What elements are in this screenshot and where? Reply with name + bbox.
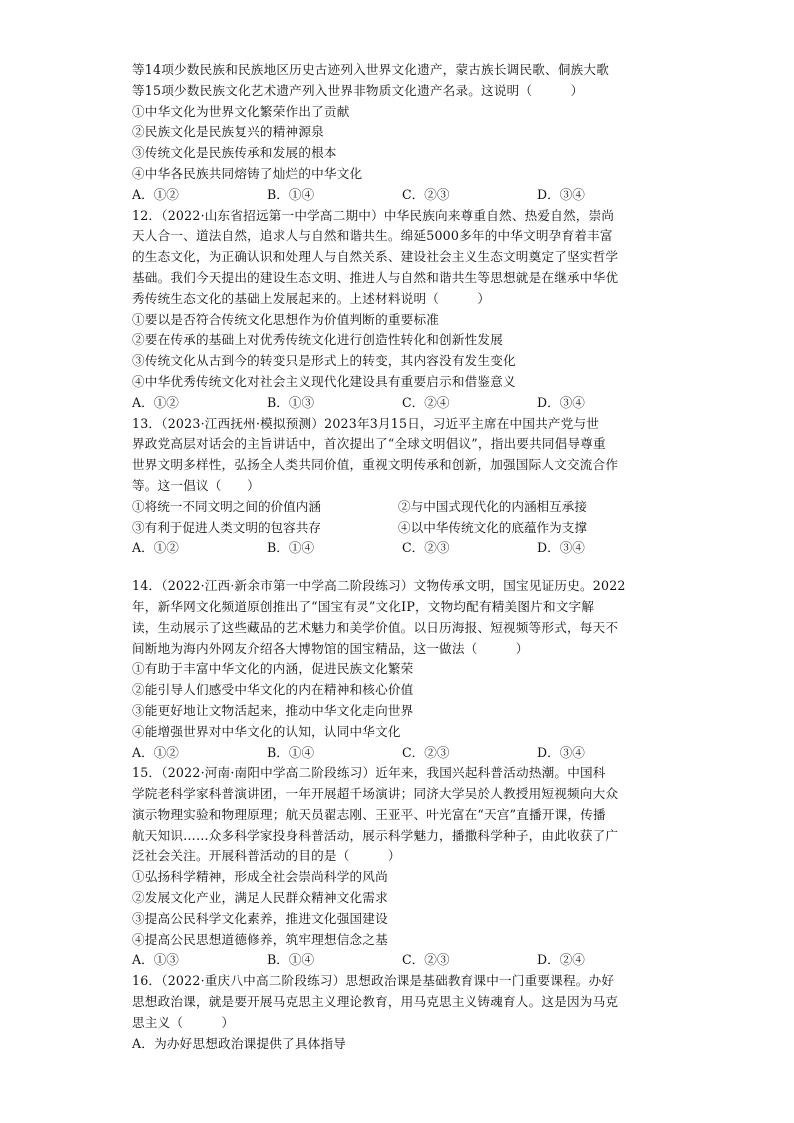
option-c: C．②③	[402, 952, 450, 968]
stem-line: 界政党高层对话会的主旨讲话中，首次提出了“全球文明倡议”，指出要共同倡导尊重	[132, 436, 606, 452]
statement: ①弘扬科学精神，形成全社会崇尚科学的风尚	[132, 869, 388, 885]
option-a: A．为办好思想政治课提供了具体指导	[132, 1035, 346, 1051]
stem-line: 等15项少数民族文化艺术遗产列入世界非物质文化遗产名录。这说明（ ）	[132, 82, 584, 98]
stem-line: 学院老科学家科普演讲团，一年开展超千场演讲；同济大学吴於人教授用短视频向大众	[132, 786, 619, 802]
answer-options	[132, 538, 672, 559]
stem-line: 等。这一倡议（ ）	[132, 477, 260, 493]
question-15	[132, 763, 672, 971]
statement: ④提高公民思想道德修养，筑牢理想信念之基	[132, 931, 388, 947]
spacer	[132, 559, 672, 576]
stem-line: 12．（2022·山东省招远第一中学高二期中）中华民族向来尊重自然、热爱自然，崇尚	[132, 207, 615, 223]
statement: ③提高公民科学文化素养，推进文化强国建设	[132, 910, 388, 926]
statement: ①中华文化为世界文化繁荣作出了贡献	[132, 103, 350, 119]
stem-line: 的生态文化，为正确认识和处理人与自然关系、建设社会主义生态文明奠定了坚实哲学	[132, 249, 619, 265]
statement: ④中华各民族共同熔铸了灿烂的中华文化	[132, 165, 363, 181]
stem-line: 16．（2022·重庆八中高二阶段练习）思想政治课是基础教育课中一门重要课程。办好	[132, 973, 615, 989]
stem-line: 基础。我们今天提出的建设生态文明、推进人与自然和谐共生等思想就是在继承中华优	[132, 269, 619, 285]
statement: ②与中国式现代化的内涵相互承接	[398, 498, 587, 514]
statement: ④中华优秀传统文化对社会主义现代化建设具有重要启示和借鉴意义	[132, 373, 516, 389]
answer-options	[132, 393, 672, 414]
question-13	[132, 414, 672, 560]
option-b: B．①③	[267, 394, 315, 410]
option-b: B．①④	[267, 952, 315, 968]
stem-line: 15．（2022·河南·南阳中学高二阶段练习）近年来，我国兴起科普活动热潮。中国科	[132, 765, 606, 781]
answer-options	[132, 185, 672, 206]
option-d: D．③④	[537, 744, 585, 760]
question-sheet	[132, 60, 672, 1054]
option-c: C．②③	[402, 744, 450, 760]
statement: ④能增强世界对中华文化的认知，认同中华文化	[132, 723, 401, 739]
question-16	[132, 971, 672, 1054]
question-11	[132, 60, 672, 206]
stem-line: 世界文明多样性，弘扬全人类共同价值，重视文明传承和创新，加强国际人文交流合作	[132, 457, 619, 473]
stem-line: 读，生动展示了这些藏品的艺术魅力和美学价值。以日历海报、短视频等形式，每天不	[132, 619, 619, 635]
statement: ③能更好地让文物活起来，推动中华文化走向世界	[132, 702, 414, 718]
option-b: B．①④	[267, 540, 315, 556]
option-a: A．①②	[132, 540, 179, 556]
question-14	[132, 576, 672, 763]
option-a: A．①②	[132, 394, 179, 410]
statement: ④以中华传统文化的底蕴作为支撑	[398, 519, 587, 535]
statement: ②要在传承的基础上对优秀传统文化进行创造性转化和创新性发展	[132, 332, 504, 348]
option-b: B．①④	[267, 744, 315, 760]
answer-options	[132, 950, 672, 971]
stem-line: 等14项少数民族和民族地区历史古迹列入世界文化遗产，蒙古族长调民歌、侗族大歌	[132, 62, 609, 77]
option-c: C．②④	[402, 394, 450, 410]
question-12	[132, 206, 672, 414]
stem-line: 航天知识……众多科学家投身科普活动，展示科学魅力，播撒科学种子，由此收获了广	[132, 827, 619, 843]
stem-line: 天人合一、道法自然，追求人与自然和谐共生。绵延5000多年的中华文明孕育着丰富	[132, 228, 613, 244]
option-d: D．③④	[537, 540, 585, 556]
statement: ②发展文化产业，满足人民群众精神文化需求	[132, 890, 388, 906]
stem-line: 泛社会关注。开展科普活动的目的是（ ）	[132, 848, 401, 864]
option-b: B．①④	[267, 186, 315, 202]
option-d: D．②④	[537, 952, 585, 968]
stem-line: 14．（2022·江西·新余市第一中学高二阶段练习）文物传承文明，国宝见证历史。2022	[132, 578, 626, 594]
statement: ③传统文化从古到今的转变只是形式上的转变，其内容没有发生变化	[132, 353, 516, 369]
stem-line: 思想政治课，就是要开展马克思主义理论教育，用马克思主义铸魂育人。这是因为马克	[132, 994, 619, 1010]
stem-line: 间断地为海内外网友介绍各大博物馆的国宝精品，这一做法（ ）	[132, 640, 529, 656]
statement: ②能引导人们感受中华文化的内在精神和核心价值	[132, 682, 414, 698]
stem-line: 秀传统生态文化的基础上发展起来的。上述材料说明（ ）	[132, 290, 491, 306]
statement-row	[132, 518, 672, 539]
answer-options	[132, 743, 672, 764]
option-c: C．②③	[402, 186, 450, 202]
statement: ③传统文化是民族传承和发展的根本	[132, 145, 337, 161]
statement-row	[132, 497, 672, 518]
statement: ①有助于丰富中华文化的内涵，促进民族文化繁荣	[132, 661, 414, 677]
stem-line: 演示物理实验和物理原理；航天员翟志刚、王亚平、叶光富在“天宫”直播开课，传播	[132, 806, 606, 822]
option-a: A．①②	[132, 186, 179, 202]
option-a: A．①③	[132, 952, 179, 968]
option-a: A．①②	[132, 744, 179, 760]
stem-line: 年，新华网文化频道原创推出了“国宝有灵”文化IP，文物均配有精美图片和文字解	[132, 598, 595, 614]
statement: ①要以是否符合传统文化思想作为价值判断的重要标准	[132, 311, 440, 327]
statement: ③有利于促进人类文明的包容共存	[132, 519, 321, 535]
option-d: D．③④	[537, 186, 585, 202]
statement: ①将统一不同文明之间的价值内涵	[132, 498, 321, 514]
stem-line: 思主义（ ）	[132, 1014, 235, 1030]
option-c: C．②③	[402, 540, 450, 556]
stem-line: 13．（2023·江西抚州·模拟预测）2023年3月15日，习近平主席在中国共产党与世	[132, 415, 600, 431]
statement: ②民族文化是民族复兴的精神源泉	[132, 124, 324, 140]
option-d: D．③④	[537, 394, 585, 410]
